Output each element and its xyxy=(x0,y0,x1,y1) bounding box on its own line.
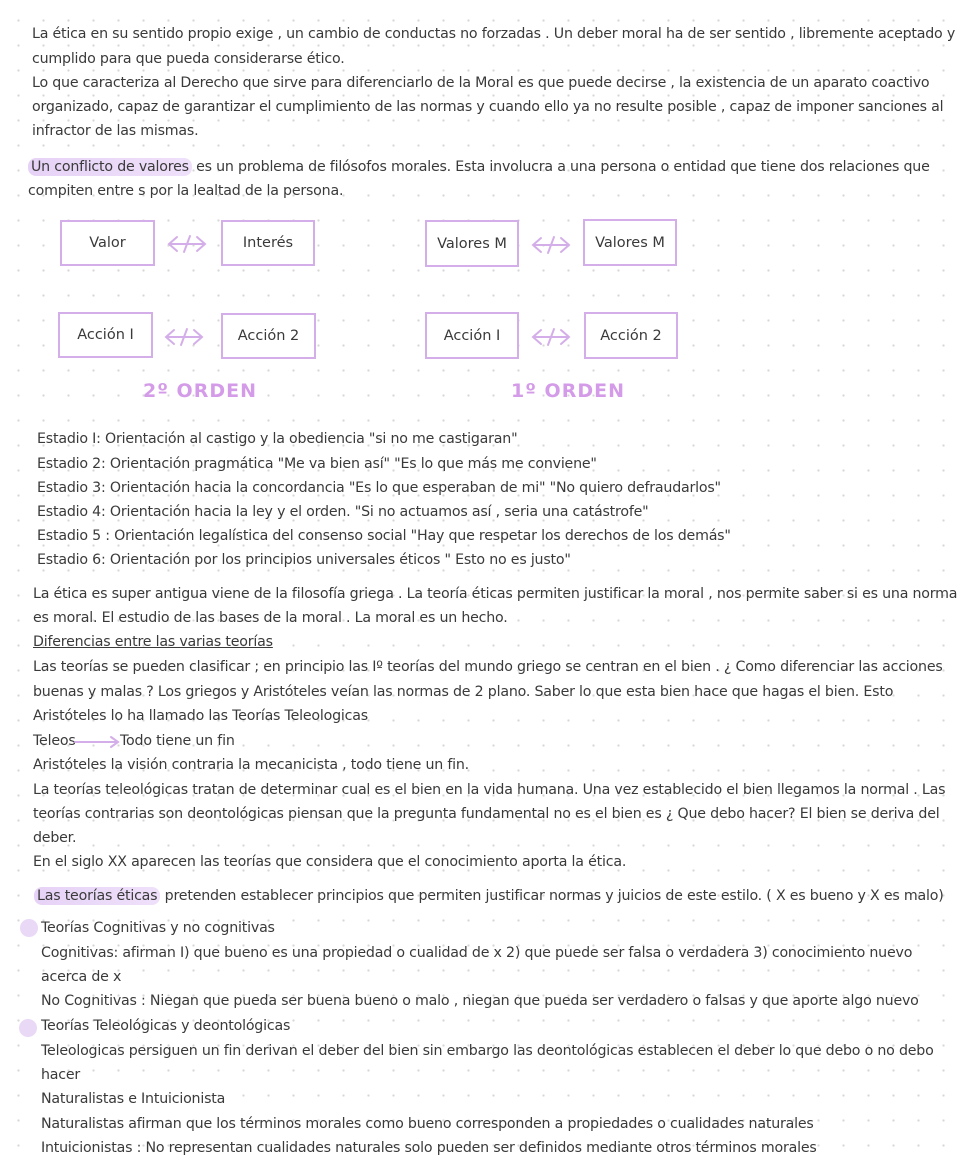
box-accion-1-right: Acción I xyxy=(425,312,519,359)
theories-rest: pretenden establecer principios que permiten justificar normas y juicios de este estilo. ( X es bueno y X es malo) xyxy=(160,888,944,904)
differences-heading: Diferencias entre las varias teorías xyxy=(33,634,273,650)
ethics-line-9: deber. xyxy=(33,830,77,846)
intuitionists-line: Intuicionistas : No representan cualidades naturales solo pueden ser definidos mediante otros términos morales xyxy=(41,1140,817,1156)
order-label-right: 1º ORDEN xyxy=(511,380,625,402)
theory-item-1: Teorías Cognitivas y no cognitivas xyxy=(41,920,275,936)
cognitive-line-2: acerca de x xyxy=(41,969,122,985)
stage-4: Estadio 4: Orientación hacia la ley y el orden. "Si no actuamos así , seria una catástrofe" xyxy=(37,504,649,520)
stage-3: Estadio 3: Orientación hacia la concordancia "Es lo que esperaban de mi" "No quiero defraudarlos" xyxy=(37,480,721,496)
double-arrow-icon xyxy=(530,233,572,257)
ethics-line-6: Aristóteles la visión contraria la mecanicista , todo tiene un fin. xyxy=(33,757,469,773)
box-accion-2-right: Acción 2 xyxy=(584,312,678,359)
theories-line xyxy=(34,888,944,904)
box-accion-2-left: Acción 2 xyxy=(221,313,316,359)
intro-line-2: cumplido para que pueda considerarse ético. xyxy=(32,51,345,67)
teleos-meaning: Todo tiene un fin xyxy=(120,733,235,749)
ethics-line-8: teorías contrarias son deontológicas piensan que la pregunta fundamental no es el bien es ¿ Que debo hacer? El bien se deriva del xyxy=(33,806,940,822)
conflict-rest: es un problema de filósofos morales. Esta involucra a una persona o entidad que tiene dos relaciones que xyxy=(191,159,930,175)
box-valor: Valor xyxy=(60,220,155,266)
ethics-line-10: En el siglo XX aparecen las teorías que considera que el conocimiento aporta la ética. xyxy=(33,854,627,870)
double-arrow-icon xyxy=(166,232,208,256)
box-valores-m-2: Valores M xyxy=(583,219,677,266)
noncognitive-line: No Cognitivas : Niegan que pueda ser buena bueno o malo , niegan que pueda ser verdadero o falsas y que aporte algo nuevo xyxy=(41,993,919,1009)
intro-line-1: La ética en su sentido propio exige , un cambio de conductas no forzadas . Un deber moral ha de ser sentido , libremente aceptado y xyxy=(32,26,956,42)
theory-item-2: Teorías Teleológicas y deontológicas xyxy=(41,1018,291,1034)
box-interes: Interés xyxy=(221,220,315,266)
ethics-line-3: Las teorías se pueden clasificar ; en principio las Iº teorías del mundo griego se centran en el bien . ¿ Como diferenciar las acciones xyxy=(33,659,943,675)
naturalists-line: Naturalistas afirman que los términos morales como bueno corresponden a propiedades o cualidades naturales xyxy=(41,1116,814,1132)
double-arrow-icon xyxy=(530,325,572,349)
right-arrow-icon xyxy=(73,736,121,748)
box-valores-m-1: Valores M xyxy=(425,220,519,267)
order-label-left: 2º ORDEN xyxy=(143,380,257,402)
stage-6: Estadio 6: Orientación por los principios universales éticos " Esto no es justo" xyxy=(37,552,571,568)
stage-2: Estadio 2: Orientación pragmática "Me va bien así" "Es lo que más me conviene" xyxy=(37,456,597,472)
intro-line-3: Lo que caracteriza al Derecho que sirve para diferenciarlo de la Moral es que puede decirse , la existencia de un aparato coactivo xyxy=(32,75,930,91)
conflict-line-2: compiten entre s por la lealtad de la persona. xyxy=(28,183,344,199)
bullet-dot-icon xyxy=(20,919,38,937)
theories-highlight: Las teorías éticas xyxy=(34,887,160,905)
intro-line-5: infractor de las mismas. xyxy=(32,123,199,139)
stage-1: Estadio I: Orientación al castigo y la obediencia "si no me castigaran" xyxy=(37,431,518,447)
conflict-highlight: Un conflicto de valores xyxy=(28,158,192,176)
teleological-line-1: Teleologicas persiguen un fin derivan el deber del bien sin embargo las deontológicas establecen el deber lo que debo o no debo xyxy=(41,1043,934,1059)
ethics-line-1: La ética es super antigua viene de la filosofía griega . La teoría éticas permiten justificar la moral , nos permite saber si es una norma xyxy=(33,586,957,602)
intro-line-4: organizado, capaz de garantizar el cumplimiento de las normas y cuando ello ya no resulte posible , capaz de imponer sanciones al xyxy=(32,99,944,115)
ethics-line-5: Aristóteles lo ha llamado las Teorías Teleologicas xyxy=(33,708,368,724)
ethics-line-7: La teorías teleológicas tratan de determinar cual es el bien en la vida humana. Una vez establecido el bien llegamos la normal . Las xyxy=(33,782,946,798)
stage-5: Estadio 5 : Orientación legalística del consenso social "Hay que respetar los derechos de los demás" xyxy=(37,528,731,544)
ethics-line-2: es moral. El estudio de las bases de la moral . La moral es un hecho. xyxy=(33,610,508,626)
double-arrow-icon xyxy=(163,325,205,349)
theory-item-3: Naturalistas e Intuicionista xyxy=(41,1091,226,1107)
cognitive-line-1: Cognitivas: afirman I) que bueno es una propiedad o cualidad de x 2) que puede ser falsa o verdadera 3) conocimiento nuevo xyxy=(41,945,913,961)
bullet-dot-icon xyxy=(19,1019,37,1037)
teleological-line-2: hacer xyxy=(41,1067,81,1083)
conflict-line-1 xyxy=(28,159,930,175)
box-accion-1-left: Acción I xyxy=(58,312,153,358)
teleos-word: Teleos xyxy=(33,733,76,749)
ethics-line-4: buenas y malas ? Los griegos y Aristóteles veían las normas de 2 plano. Saber lo que esta bien hace que hagas el bien. Esto xyxy=(33,684,894,700)
